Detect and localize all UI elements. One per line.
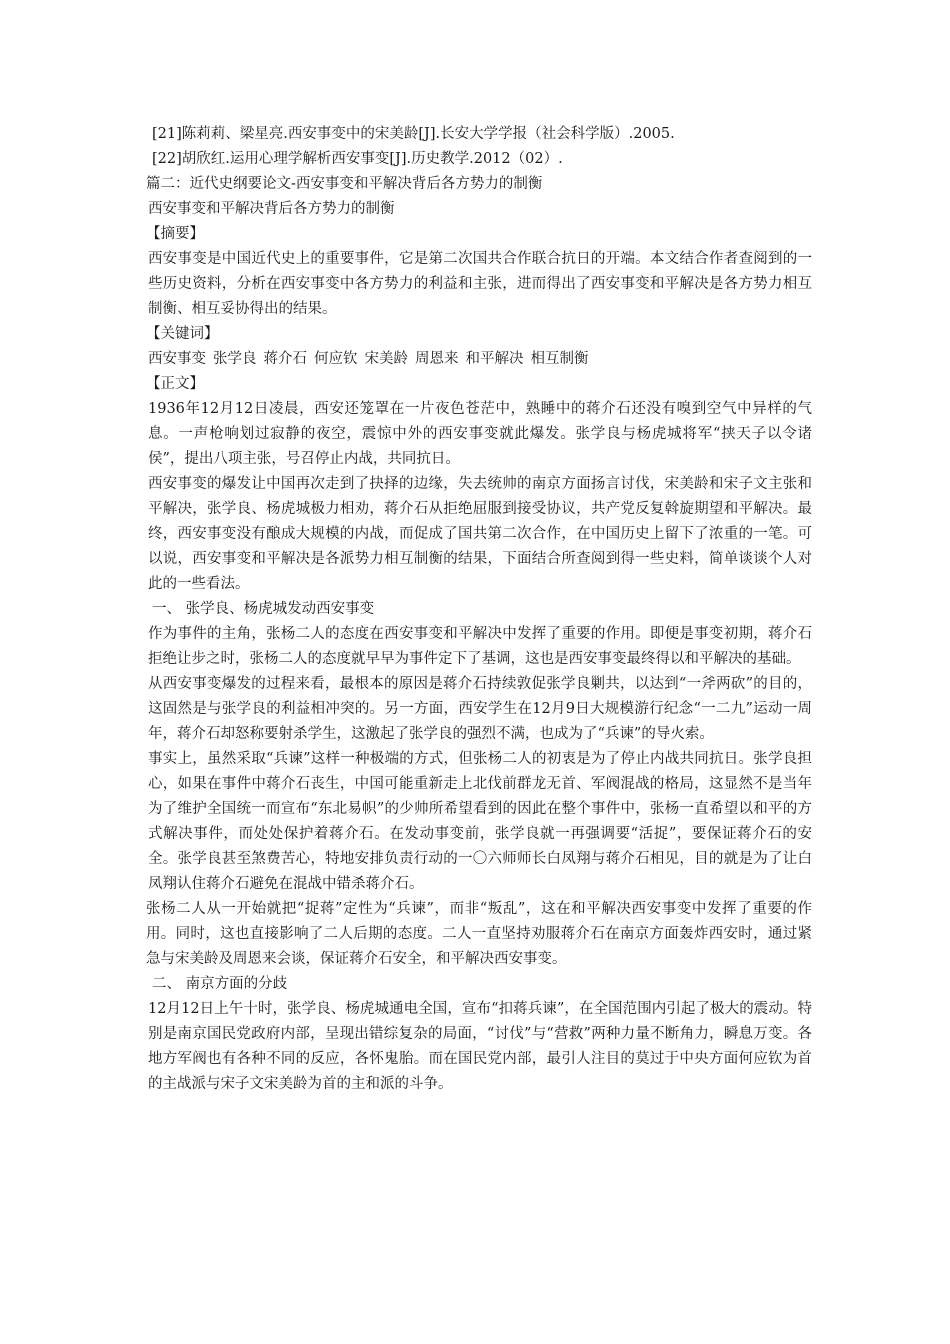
keyword: 相互制衡: [530, 351, 589, 367]
body-paragraph: 事实上，虽然采取“兵谏”这样一种极端的方式，但张杨二人的初衷是为了停止内战共同抗日。张学良担心，如果在事件中蒋介石丧生，中国可能重新走上北伐前群龙无首、军阀混战的格局，这显然不是当年为了维护全国统一而宣布“东北易帜”的少帅所希望看到的因此在整个事件中，张杨一直希望以和平的方式解决事件，而处处保护着蒋介石。在发动事变前，张学良就一再强调要“活捉”，要保证蒋介石的安全。张学良甚至煞费苦心，特地安排负责行动的一〇六师师长白凤翔与蒋介石相见，目的就是为了让白凤翔认住蒋介石避免在混战中错杀蒋介石。: [148, 751, 812, 892]
body-label: 【正文】: [146, 376, 204, 392]
part-heading: 篇二：近代史纲要论文-西安事变和平解决背后各方势力的制衡: [146, 176, 543, 192]
body-paragraph: 从西安事变爆发的过程来看，最根本的原因是蒋介石持续敦促张学良剿共，以达到“一斧两砍”的目的，这固然是与张学良的利益相冲突的。另一方面，西安学生在12月9日大规模游行纪念“一二九”运动一周年，蒋介石却怒称要射杀学生，这激起了张学良的强烈不满，也成为了“兵谏”的导火索。: [148, 676, 812, 742]
section-heading: 一、 张学良、杨虎城发动西安事变: [152, 601, 375, 617]
keyword: 和平解决: [465, 351, 524, 367]
keyword: 张学良: [213, 351, 257, 367]
document-page: [146, 122, 812, 1097]
abstract-label: 【摘要】: [146, 226, 204, 242]
body-paragraph: 张杨二人从一开始就把“捉蒋”定性为“兵谏”，而非“叛乱”，这在和平解决西安事变中发挥了重要的作用。同时，这也直接影响了二人后期的态度。二人一直坚持劝服蒋介石在南京方面轰炸西安时，通过紧急与宋美龄及周恩来会谈，保证蒋介石安全，和平解决西安事变。: [146, 901, 812, 967]
reference-22: [22]胡欣红.运用心理学解析西安事变[J].历史教学.2012（02）.: [152, 151, 563, 167]
body-paragraph: 作为事件的主角，张杨二人的态度在西安事变和平解决中发挥了重要的作用。即便是事变初期，蒋介石拒绝让步之时，张杨二人的态度就早早为事件定下了基调，这也是西安事变最终得以和平解决的基础。: [148, 626, 812, 667]
keyword: 西安事变: [148, 351, 206, 367]
body-paragraph: 12月12日上午十时，张学良、杨虎城通电全国，宣布“扣蒋兵谏”，在全国范围内引起了极大的震动。特别是南京国民党政府内部，呈现出错综复杂的局面，“讨伐”与“营救”两种力量不断角力，瞬息万变。各地方军阀也有各种不同的反应，各怀鬼胎。而在国民党内部，最引人注目的莫过于中央方面何应钦为首的主战派与宋子文宋美龄为首的主和派的斗争。: [148, 1001, 812, 1092]
body-paragraph: 西安事变的爆发让中国再次走到了抉择的边缘，失去统帅的南京方面扬言讨伐，宋美龄和宋子文主张和平解决，张学良、杨虎城极力相劝，蒋介石从拒绝屈服到接受协议，共产党反复斡旋期望和平解决。最终，西安事变没有酿成大规模的内战，而促成了国共第二次合作，在中国历史上留下了浓重的一笔。可以说，西安事变和平解决是各派势力相互制衡的结果，下面结合所查阅到得一些史料，简单谈谈个人对此的一些看法。: [148, 476, 812, 592]
keyword: 宋美龄: [364, 351, 408, 367]
abstract-text: 西安事变是中国近代史上的重要事件，它是第二次国共合作联合抗日的开端。本文结合作者查阅到的一些历史资料，分析在西安事变中各方势力的利益和主张，进而得出了西安事变和平解决是各方势力相互制衡、相互妥协得出的结果。: [148, 251, 812, 317]
keyword: 何应钦: [314, 351, 358, 367]
keywords-label: 【关键词】: [146, 326, 219, 342]
body-paragraph: 1936年12月12日凌晨，西安还笼罩在一片夜色苍茫中，熟睡中的蒋介石还没有嗅到空气中异样的气息。一声枪响划过寂静的夜空，震惊中外的西安事变就此爆发。张学良与杨虎城将军“挟天子以令诸侯”，提出八项主张，号召停止内战，共同抗日。: [148, 401, 812, 467]
section-heading: 二、 南京方面的分歧: [152, 976, 288, 992]
keyword: 周恩来: [415, 351, 459, 367]
reference-21: [21]陈莉莉、梁星亮.西安事变中的宋美龄[J].长安大学学报（社会科学版）.2005.: [152, 126, 675, 142]
essay-title: 西安事变和平解决背后各方势力的制衡: [148, 201, 395, 217]
keywords-list: [146, 347, 812, 372]
keyword: 蒋介石: [263, 351, 307, 367]
